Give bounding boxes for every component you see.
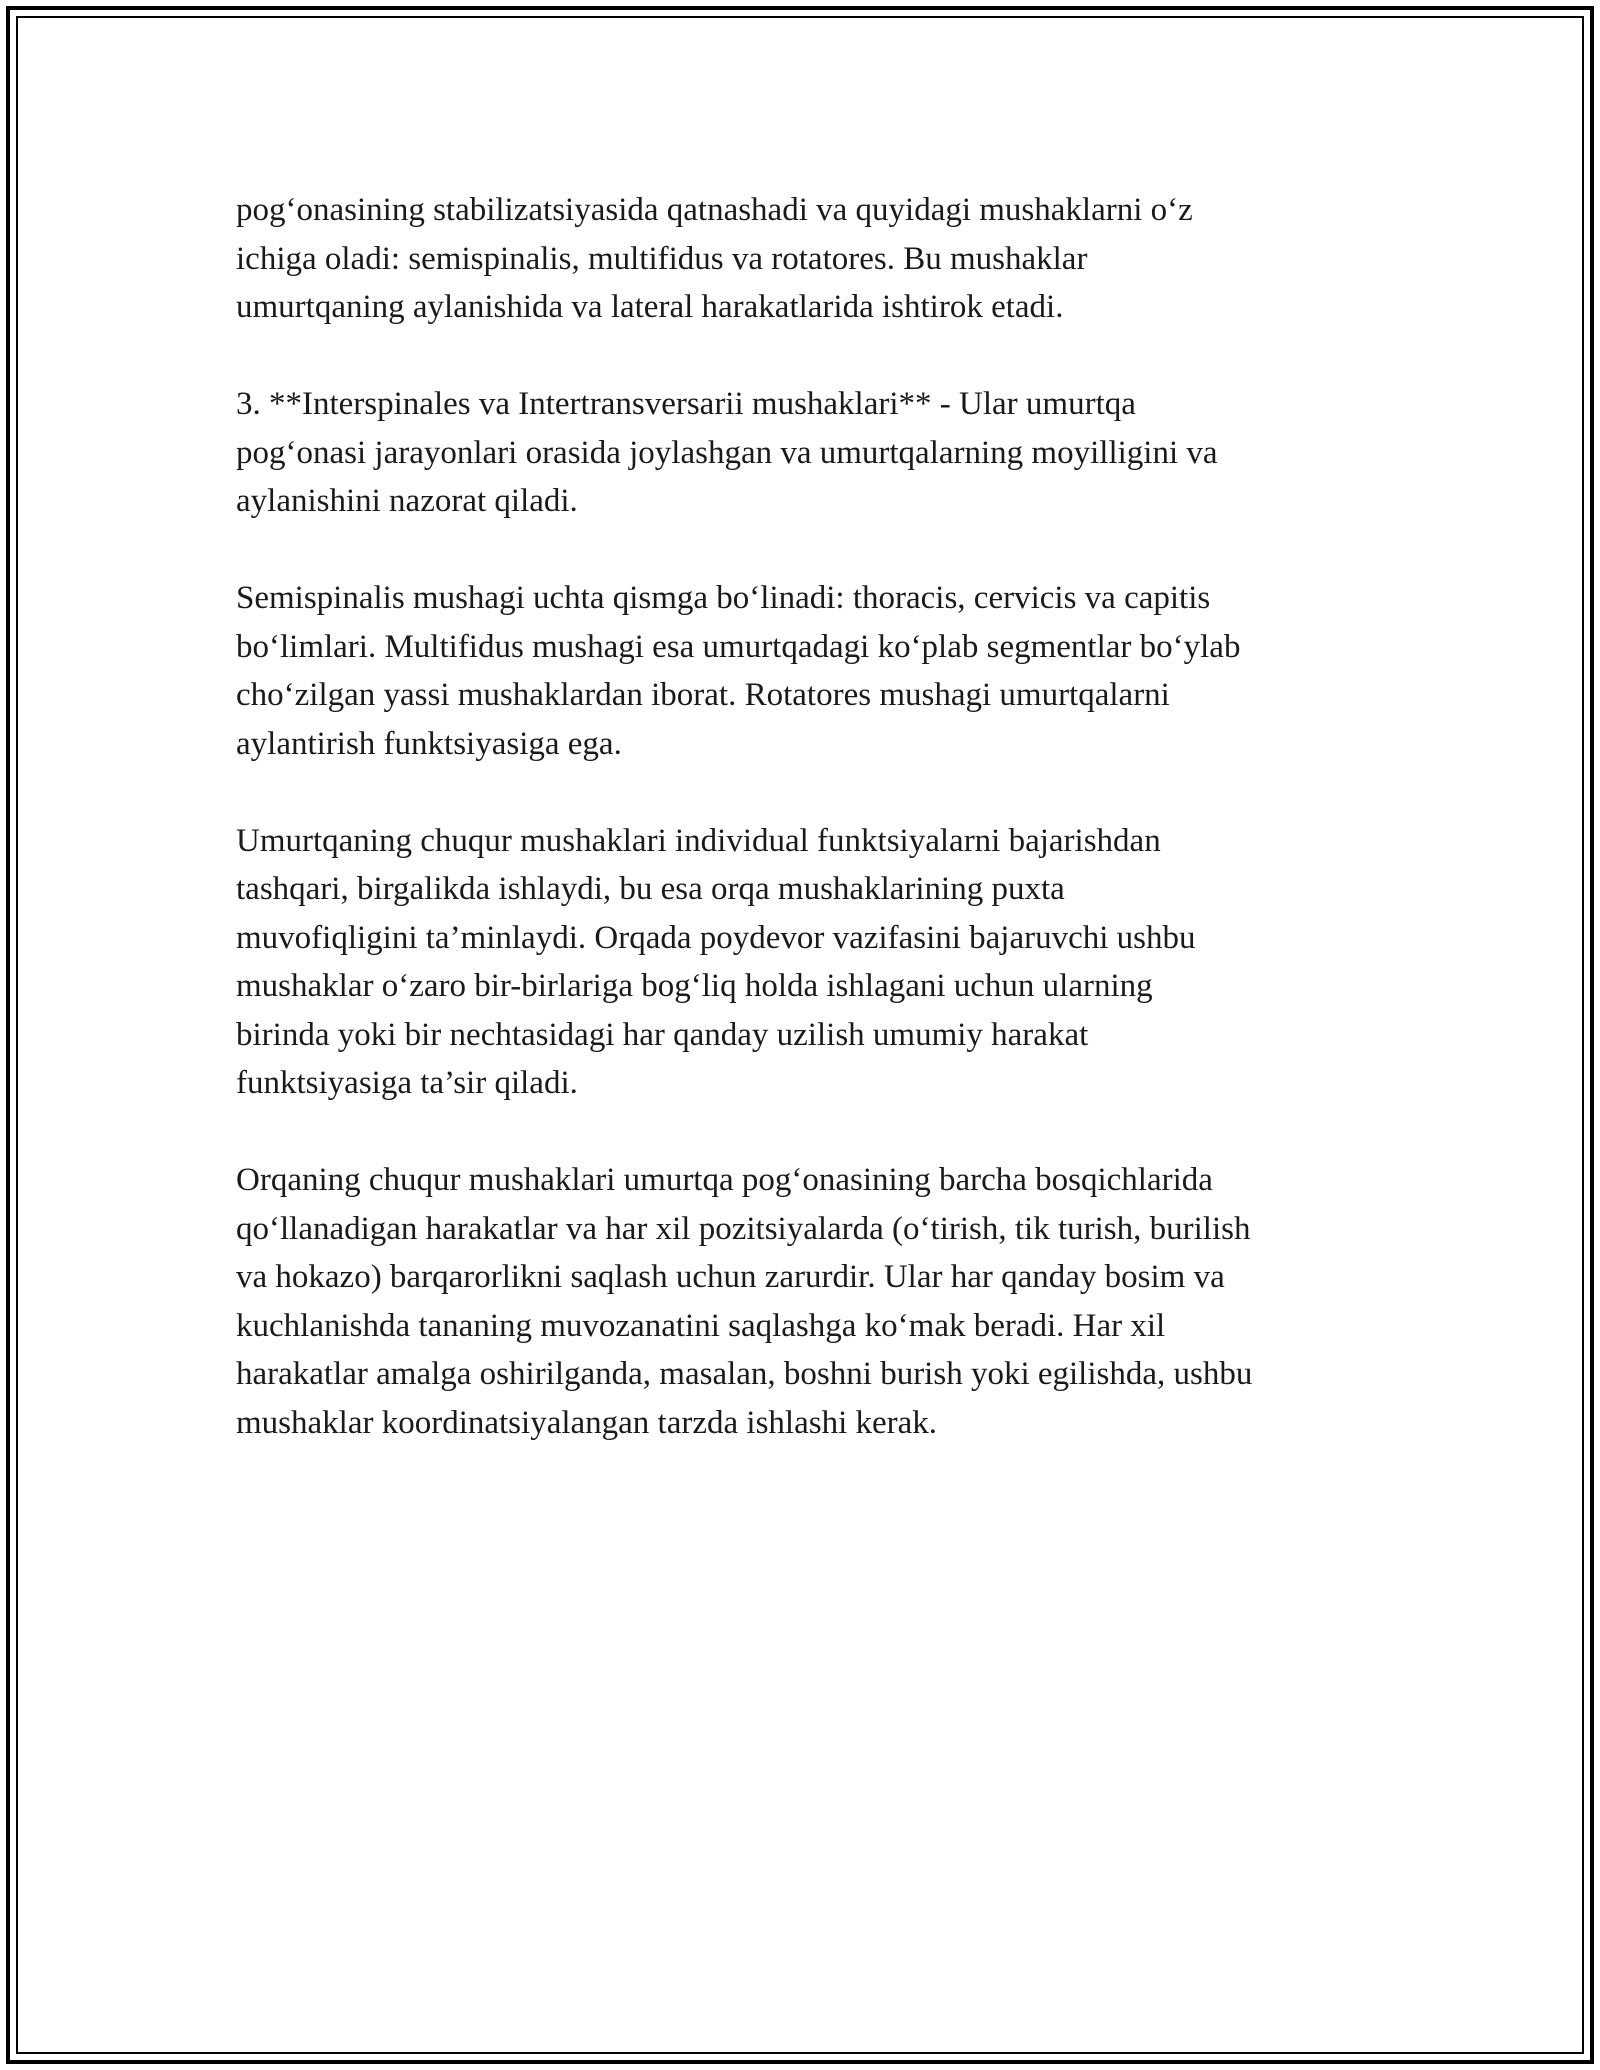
paragraph-1: pog‘onasining stabilizatsiyasida qatnashadi va quyidagi mushaklarni o‘z ichiga oladi: semispinalis, multifidus va rotatores. Bu mushaklar umurtqaning aylanishida va lateral harakatlarida ishtirok etadi. <box>236 192 1193 325</box>
document-body <box>236 186 1376 1496</box>
paragraph-3: Semispinalis mushagi uchta qismga bo‘linadi: thoracis, cervicis va capitis bo‘limlari. Multifidus mushagi esa umurtqadagi ko‘plab segmentlar bo‘ylab cho‘zilgan yassi mushaklardan iborat. Rotatores mushagi umurtqalarni aylantirish funktsiyasiga ega. <box>236 580 1241 762</box>
paragraph-4: Umurtqaning chuqur mushaklari individual funktsiyalarni bajarishdan tashqari, birgalikda ishlaydi, bu esa orqa mushaklarining puxta muvofiqligini ta’minlaydi. Orqada poydevor vazifasini bajaruvchi ushbu mushaklar o‘zaro bir-birlariga bog‘liq holda ishlagani uchun ularning birinda yoki bir nechtasidagi har qanday uzilish umumiy harakat funktsiyasiga ta’sir qiladi. <box>236 822 1196 1101</box>
paragraph-2: 3. **Interspinales va Intertransversarii mushaklari** - Ular umurtqa pog‘onasi jarayonlari orasida joylashgan va umurtqalarning moyilligini va aylanishini nazorat qiladi. <box>236 386 1218 519</box>
paragraph-5: Orqaning chuqur mushaklari umurtqa pog‘onasining barcha bosqichlarida qo‘llanadigan harakatlar va har xil pozitsiyalarda (o‘tirish, tik turish, burilish va hokazo) barqarorlikni saqlash uchun zarurdir. Ular har qanday bosim va kuchlanishda tananing muvozanatini saqlashga ko‘mak beradi. Har xil harakatlar amalga oshirilganda, masalan, boshni burish yoki egilishda, ushbu mushaklar koordinatsiyalangan tarzda ishlashi kerak. <box>236 1162 1253 1441</box>
